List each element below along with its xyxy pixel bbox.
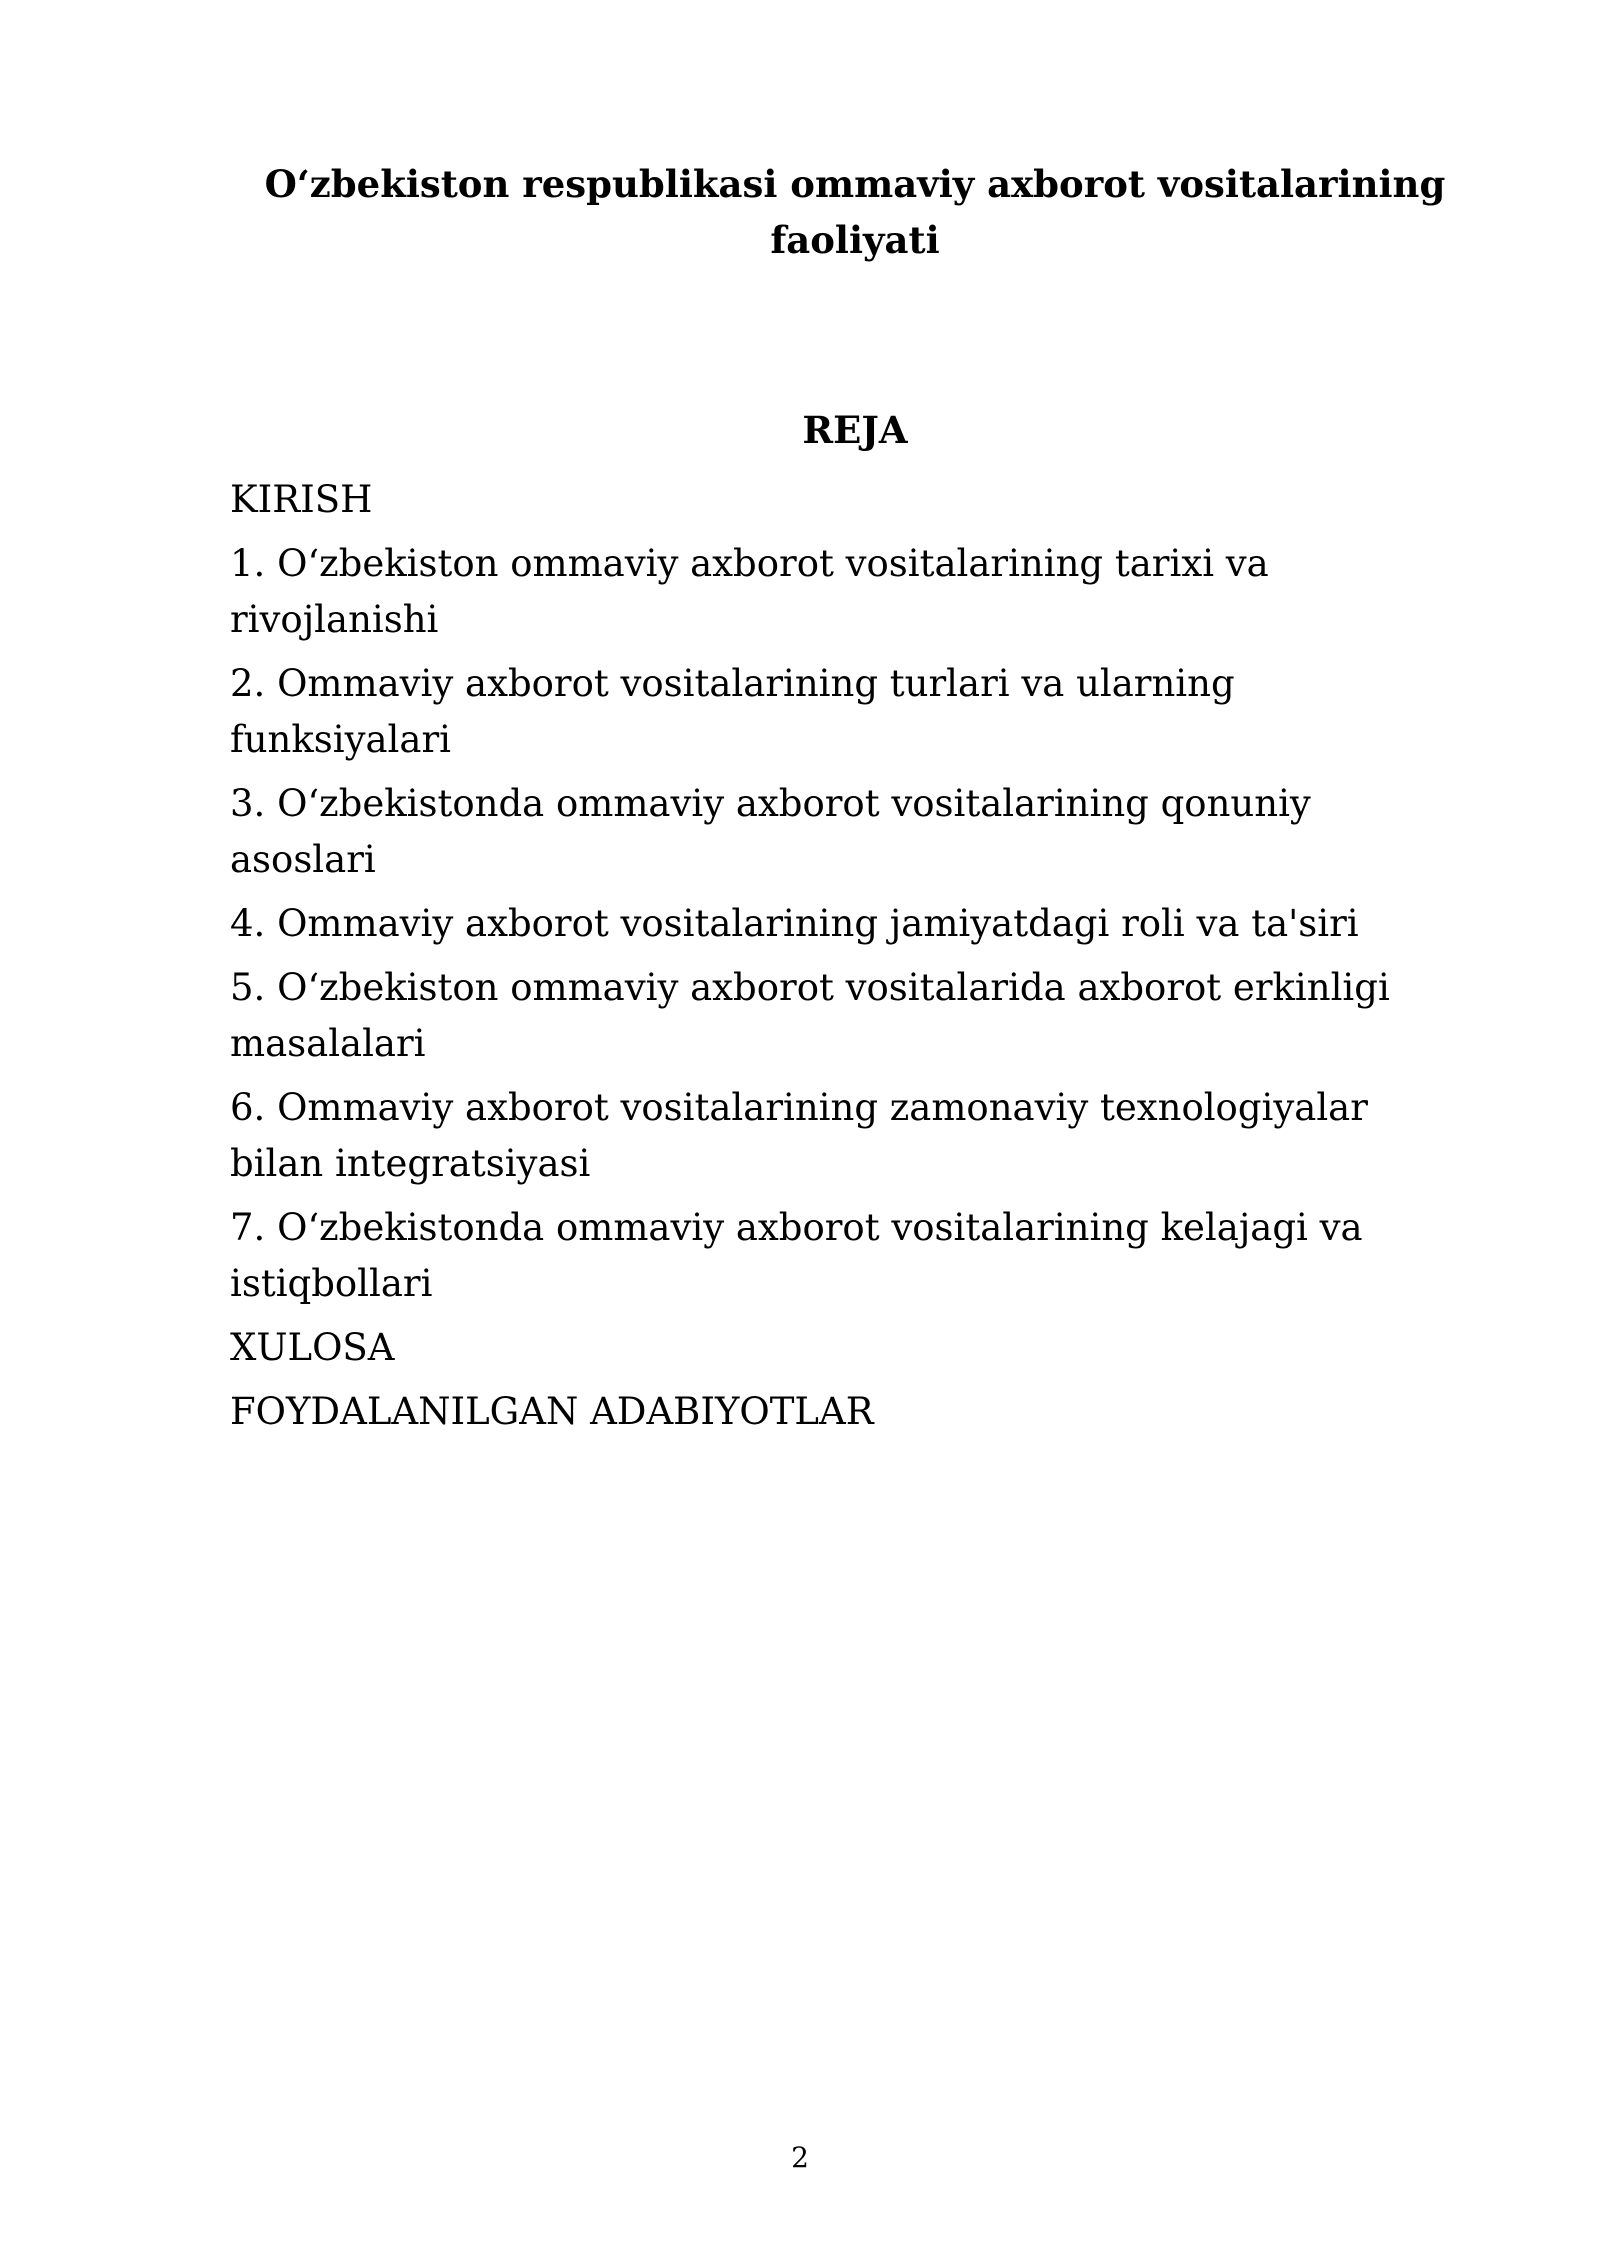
plan-item-intro: KIRISH [230,478,373,521]
plan-list [230,472,1460,1448]
plan-item-4: 4. Ommaviy axborot vositalarining jamiyatdagi roli va ta'siri [230,902,1359,945]
plan-item-6: 6. Ommaviy axborot vositalarining zamonaviy texnologiyalar bilan integratsiyasi [230,1086,1368,1185]
plan-item-2: 2. Ommaviy axborot vositalarining turlari va ularning funksiyalari [230,662,1235,761]
plan-item-3: 3. O‘zbekistonda ommaviy axborot vositalarining qonuniy asoslari [230,782,1311,881]
plan-item-7: 7. O‘zbekistonda ommaviy axborot vositalarining kelajagi va istiqbollari [230,1206,1363,1305]
plan-item-1: 1. O‘zbekiston ommaviy axborot vositalarining tarixi va rivojlanishi [230,542,1269,641]
document-title: O‘zbekiston respublikasi ommaviy axborot vositalarining faoliyati [264,162,1446,262]
plan-item-5: 5. O‘zbekiston ommaviy axborot vositalarida axborot erkinligi masalalari [230,966,1390,1065]
plan-item-references: FOYDALANILGAN ADABIYOTLAR [230,1390,874,1433]
plan-item-conclusion: XULOSA [230,1326,395,1369]
plan-heading: REJA [802,408,908,452]
page-number: 2 [791,2141,809,2174]
